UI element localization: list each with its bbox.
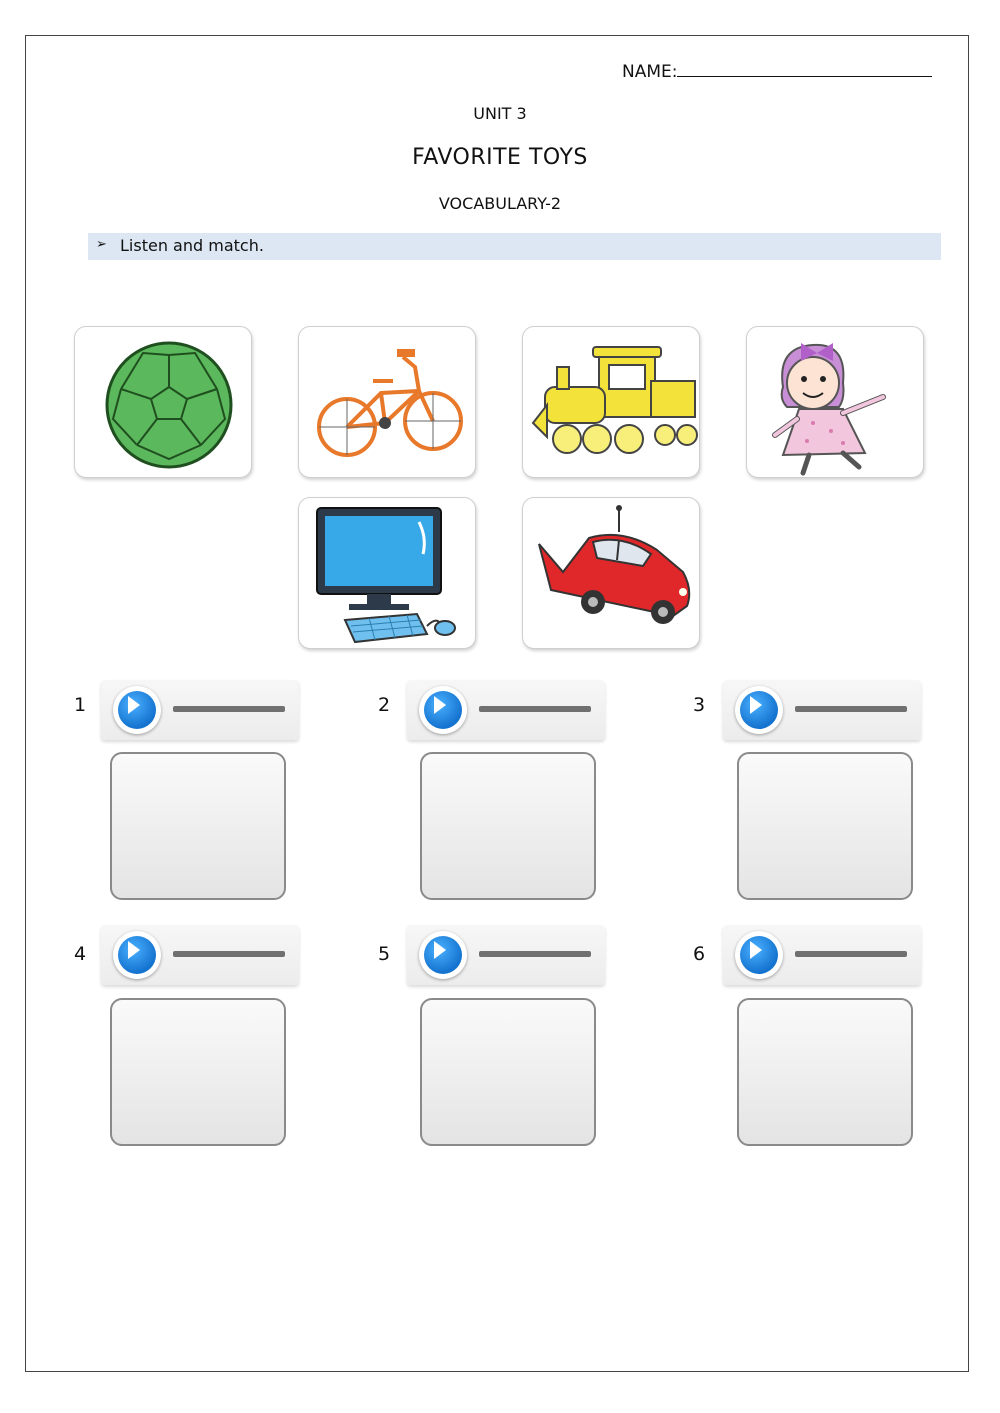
page-subtitle: VOCABULARY-2 [438,194,562,213]
bike-icon [299,327,477,479]
audio-progress-track[interactable] [795,706,907,712]
instruction-text: Listen and match. [120,236,264,255]
car-icon [523,498,701,650]
picture-card-bike[interactable] [298,326,476,478]
audio-progress-track[interactable] [479,951,591,957]
item-number: 2 [378,694,391,716]
audio-player-6 [723,925,921,985]
picture-card-computer[interactable] [298,497,476,649]
play-button-icon[interactable] [419,686,467,734]
answer-drop-box-1[interactable] [110,752,286,900]
play-button-icon[interactable] [419,931,467,979]
train-icon [523,327,701,479]
unit-label: UNIT 3 [473,104,527,123]
item-number: 1 [74,694,87,716]
item-number: 3 [693,694,706,716]
audio-player-1 [101,680,299,740]
play-button-icon[interactable] [113,686,161,734]
item-number: 4 [74,943,87,965]
audio-progress-track[interactable] [173,951,285,957]
play-button-icon[interactable] [113,931,161,979]
item-number: 6 [693,943,706,965]
play-button-icon[interactable] [735,686,783,734]
audio-player-3 [723,680,921,740]
computer-icon [299,498,477,650]
audio-player-5 [407,925,605,985]
audio-progress-track[interactable] [173,706,285,712]
play-button-icon[interactable] [735,931,783,979]
name-label: NAME: [622,62,678,82]
ball-icon [75,327,253,479]
answer-drop-box-5[interactable] [420,998,596,1146]
answer-drop-box-4[interactable] [110,998,286,1146]
picture-card-car[interactable] [522,497,700,649]
arrow-bullet-icon: ➢ [96,237,107,252]
instruction-bar [88,233,941,260]
name-field[interactable] [622,62,932,82]
audio-player-2 [407,680,605,740]
picture-card-ball[interactable] [74,326,252,478]
picture-card-train[interactable] [522,326,700,478]
audio-progress-track[interactable] [479,706,591,712]
answer-drop-box-6[interactable] [737,998,913,1146]
answer-drop-box-2[interactable] [420,752,596,900]
page-title: FAVORITE TOYS [412,145,588,170]
audio-player-4 [101,925,299,985]
doll-icon [747,327,925,479]
name-blank-line[interactable] [677,62,932,77]
item-number: 5 [378,943,391,965]
answer-drop-box-3[interactable] [737,752,913,900]
audio-progress-track[interactable] [795,951,907,957]
picture-card-doll[interactable] [746,326,924,478]
